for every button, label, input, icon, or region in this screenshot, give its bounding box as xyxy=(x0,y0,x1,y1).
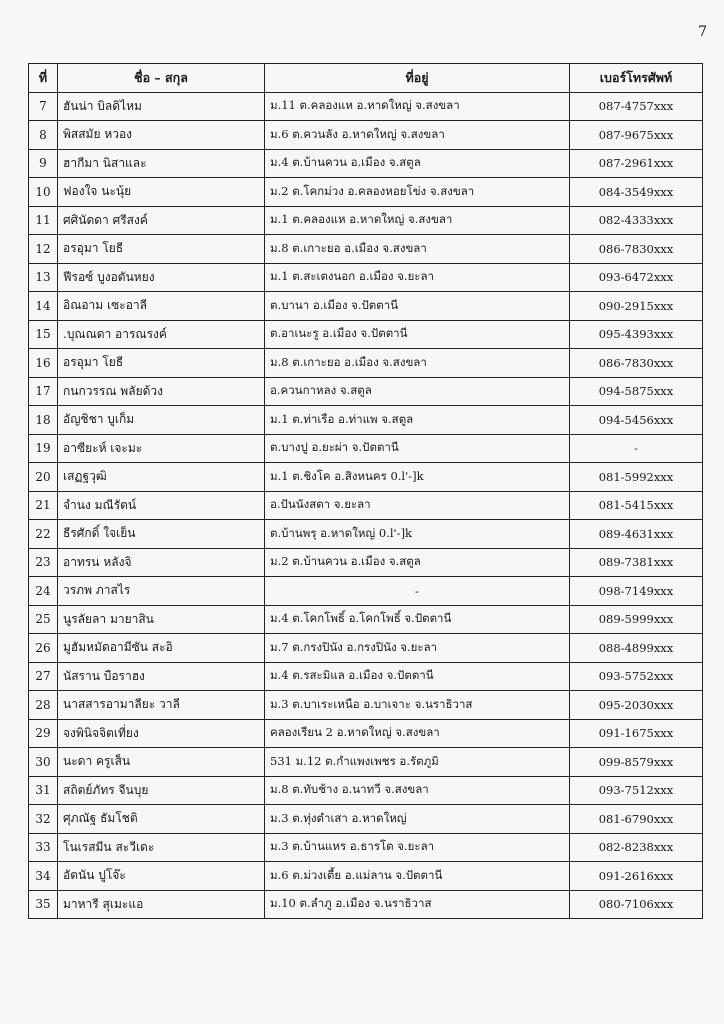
row-number: 9 xyxy=(29,149,58,178)
row-phone: 081-5415xxx xyxy=(570,491,703,520)
table-row xyxy=(29,320,703,349)
row-number: 24 xyxy=(29,577,58,606)
row-address: ต.อาเนะรู อ.เมือง จ.ปัตตานี xyxy=(265,320,570,349)
table-row xyxy=(29,377,703,406)
row-address: ม.4 ต.บ้านควน อ.เมือง จ.สตูล xyxy=(265,149,570,178)
row-number: 11 xyxy=(29,206,58,235)
row-name: .บุณณดา อารณรงค์ xyxy=(58,320,265,349)
contact-table xyxy=(28,63,703,919)
row-address: - xyxy=(265,577,570,606)
row-address: ม.4 ต.รสะมิแล อ.เมือง จ.ปัตตานี xyxy=(265,662,570,691)
row-phone: 093-5752xxx xyxy=(570,662,703,691)
table-row xyxy=(29,719,703,748)
row-phone: 090-2915xxx xyxy=(570,292,703,321)
row-address: ต.บานา อ.เมือง จ.ปัตตานี xyxy=(265,292,570,321)
row-number: 18 xyxy=(29,406,58,435)
row-number: 10 xyxy=(29,178,58,207)
table-row xyxy=(29,292,703,321)
row-number: 30 xyxy=(29,748,58,777)
row-name: วรภพ ภาสไร xyxy=(58,577,265,606)
table-row xyxy=(29,491,703,520)
row-name: ศศินัดดา ศรีสงค์ xyxy=(58,206,265,235)
table-row xyxy=(29,890,703,919)
row-number: 25 xyxy=(29,605,58,634)
table-row xyxy=(29,178,703,207)
row-phone: 099-8579xxx xyxy=(570,748,703,777)
row-name: อัญชิชา บูเก็ม xyxy=(58,406,265,435)
row-name: เสฏฐวุฒิ xyxy=(58,463,265,492)
table-row xyxy=(29,805,703,834)
row-name: ฟีรอซ์ บูงอตันหยง xyxy=(58,263,265,292)
row-address: ม.1 ต.ท่าเรือ อ.ท่าแพ จ.สตูล xyxy=(265,406,570,435)
header-phone: เบอร์โทรศัพท์ xyxy=(570,64,703,93)
row-number: 28 xyxy=(29,691,58,720)
table-row xyxy=(29,577,703,606)
row-address: ม.1 ต.สะเตงนอก อ.เมือง จ.ยะลา xyxy=(265,263,570,292)
table-header-row xyxy=(29,64,703,93)
table-row xyxy=(29,662,703,691)
table-row xyxy=(29,121,703,150)
row-number: 8 xyxy=(29,121,58,150)
row-number: 19 xyxy=(29,434,58,463)
row-number: 12 xyxy=(29,235,58,264)
header-address: ที่อยู่ xyxy=(265,64,570,93)
table-row xyxy=(29,833,703,862)
row-phone: 093-6472xxx xyxy=(570,263,703,292)
row-phone: 087-2961xxx xyxy=(570,149,703,178)
row-phone: 086-7830xxx xyxy=(570,349,703,378)
row-name: นาสสารอามาลียะ วาลี xyxy=(58,691,265,720)
row-number: 35 xyxy=(29,890,58,919)
row-name: อัตนัน ปูโจ๊ะ xyxy=(58,862,265,891)
row-phone: 081-5992xxx xyxy=(570,463,703,492)
row-phone: 094-5875xxx xyxy=(570,377,703,406)
row-address: ม.3 ต.ทุ่งตำเสา อ.หาดใหญ่ xyxy=(265,805,570,834)
row-phone: 091-1675xxx xyxy=(570,719,703,748)
row-address: ม.3 ต.บ้านแหร อ.ธารโต จ.ยะลา xyxy=(265,833,570,862)
row-number: 29 xyxy=(29,719,58,748)
row-number: 32 xyxy=(29,805,58,834)
row-number: 14 xyxy=(29,292,58,321)
row-phone: 082-8238xxx xyxy=(570,833,703,862)
table-row xyxy=(29,605,703,634)
row-number: 31 xyxy=(29,776,58,805)
row-name: มาหารี สุเมะแอ xyxy=(58,890,265,919)
row-phone: 086-7830xxx xyxy=(570,235,703,264)
row-phone: 088-4899xxx xyxy=(570,634,703,663)
row-phone: 094-5456xxx xyxy=(570,406,703,435)
row-address: ม.3 ต.บาเระเหนือ อ.บาเจาะ จ.นราธิวาส xyxy=(265,691,570,720)
row-phone: 089-4631xxx xyxy=(570,520,703,549)
row-name: มูฮัมหมัดอามีซัน สะอิ xyxy=(58,634,265,663)
row-number: 21 xyxy=(29,491,58,520)
row-address: ม.4 ต.โคกโพธิ์ อ.โคกโพธิ์ จ.ปัตตานี xyxy=(265,605,570,634)
table-row xyxy=(29,463,703,492)
table-row xyxy=(29,776,703,805)
row-number: 13 xyxy=(29,263,58,292)
table-row xyxy=(29,748,703,777)
row-number: 16 xyxy=(29,349,58,378)
row-address: ม.2 ต.บ้านควน อ.เมือง จ.สตูล xyxy=(265,548,570,577)
row-number: 27 xyxy=(29,662,58,691)
row-number: 15 xyxy=(29,320,58,349)
row-address: ม.11 ต.คลองแห อ.หาดใหญ่ จ.สงขลา xyxy=(265,92,570,121)
row-address: ต.บ้านพรุ อ.หาดใหญ่ 0.l'-]k xyxy=(265,520,570,549)
row-name: ธีรศักดิ์ ใจเย็น xyxy=(58,520,265,549)
row-address: ต.บางปู อ.ยะผ่า จ.ปัตตานี xyxy=(265,434,570,463)
row-name: อรอุมา โยธี xyxy=(58,349,265,378)
page-number: 7 xyxy=(698,24,707,40)
row-name: ฮันน่า บิลดิไหม xyxy=(58,92,265,121)
header-no: ที่ xyxy=(29,64,58,93)
row-phone: 095-4393xxx xyxy=(570,320,703,349)
row-name: อาซียะห์ เจะมะ xyxy=(58,434,265,463)
row-phone: 089-5999xxx xyxy=(570,605,703,634)
row-address: ม.1 ต.ชิงโค อ.สิงหนคร 0.l'-]k xyxy=(265,463,570,492)
row-address: ม.6 ต.ม่วงเตี้ย อ.แม่ลาน จ.ปัตตานี xyxy=(265,862,570,891)
row-phone: 080-7106xxx xyxy=(570,890,703,919)
row-number: 23 xyxy=(29,548,58,577)
row-name: นัสราน บือราฮง xyxy=(58,662,265,691)
table-row xyxy=(29,235,703,264)
row-number: 7 xyxy=(29,92,58,121)
header-name: ชื่อ – สกุล xyxy=(58,64,265,93)
row-address: คลองเรียน 2 อ.หาดใหญ่ จ.สงขลา xyxy=(265,719,570,748)
table-row xyxy=(29,263,703,292)
row-name: กนกวรรณ พลัยด้วง xyxy=(58,377,265,406)
row-address: ม.2 ต.โคกม่วง อ.คลองหอยโข่ง จ.สงขลา xyxy=(265,178,570,207)
table-row xyxy=(29,349,703,378)
table-row xyxy=(29,406,703,435)
row-phone: 089-7381xxx xyxy=(570,548,703,577)
row-phone: - xyxy=(570,434,703,463)
row-name: โนเรสมีน สะวีเดะ xyxy=(58,833,265,862)
table-row xyxy=(29,691,703,720)
row-address: ม.7 ต.กรงปินัง อ.กรงปินัง จ.ยะลา xyxy=(265,634,570,663)
row-address: ม.8 ต.เกาะยอ อ.เมือง จ.สงขลา xyxy=(265,235,570,264)
row-phone: 081-6790xxx xyxy=(570,805,703,834)
table-row xyxy=(29,434,703,463)
row-phone: 087-9675xxx xyxy=(570,121,703,150)
row-phone: 087-4757xxx xyxy=(570,92,703,121)
row-number: 22 xyxy=(29,520,58,549)
row-name: ศุภณัฐ ธัมโชติ xyxy=(58,805,265,834)
row-number: 33 xyxy=(29,833,58,862)
row-phone: 095-2030xxx xyxy=(570,691,703,720)
row-address: ม.8 ต.ทับช้าง อ.นาทวี จ.สงขลา xyxy=(265,776,570,805)
row-name: พิสสมัย หวอง xyxy=(58,121,265,150)
row-name: จงพินิจจิตเที่ยง xyxy=(58,719,265,748)
table-row xyxy=(29,520,703,549)
row-address: 531 ม.12 ต.กำแพงเพชร อ.รัตภูมิ xyxy=(265,748,570,777)
row-phone: 082-4333xxx xyxy=(570,206,703,235)
row-address: ม.10 ต.ลำภู อ.เมือง จ.นราธิวาส xyxy=(265,890,570,919)
table-row xyxy=(29,92,703,121)
row-name: อาทรน หลังจิ xyxy=(58,548,265,577)
row-phone: 098-7149xxx xyxy=(570,577,703,606)
row-number: 34 xyxy=(29,862,58,891)
row-name: นะดา ครูเส็น xyxy=(58,748,265,777)
row-address: ม.8 ต.เกาะยอ อ.เมือง จ.สงขลา xyxy=(265,349,570,378)
row-name: จำนง มณีรัตน์ xyxy=(58,491,265,520)
row-name: อิณอาม เซะอาลี xyxy=(58,292,265,321)
row-number: 26 xyxy=(29,634,58,663)
table-row xyxy=(29,862,703,891)
row-name: ฟองใจ นะนุ้ย xyxy=(58,178,265,207)
row-phone: 093-7512xxx xyxy=(570,776,703,805)
row-name: นูรลัยลา มายาสิน xyxy=(58,605,265,634)
row-address: ม.6 ต.ควนลัง อ.หาดใหญ่ จ.สงขลา xyxy=(265,121,570,150)
row-name: อรอุมา โยธี xyxy=(58,235,265,264)
row-name: ฮากีมา นิสาและ xyxy=(58,149,265,178)
row-phone: 084-3549xxx xyxy=(570,178,703,207)
row-address: ม.1 ต.คลองแห อ.หาดใหญ่ จ.สงขลา xyxy=(265,206,570,235)
row-phone: 091-2616xxx xyxy=(570,862,703,891)
row-number: 20 xyxy=(29,463,58,492)
row-name: สถิตย์ภัทร จีนบุย xyxy=(58,776,265,805)
row-address: อ.ปันนังสตา จ.ยะลา xyxy=(265,491,570,520)
row-address: อ.ควนกาหลง จ.สตูล xyxy=(265,377,570,406)
table-row xyxy=(29,548,703,577)
table-row xyxy=(29,634,703,663)
row-number: 17 xyxy=(29,377,58,406)
table-row xyxy=(29,206,703,235)
table-row xyxy=(29,149,703,178)
